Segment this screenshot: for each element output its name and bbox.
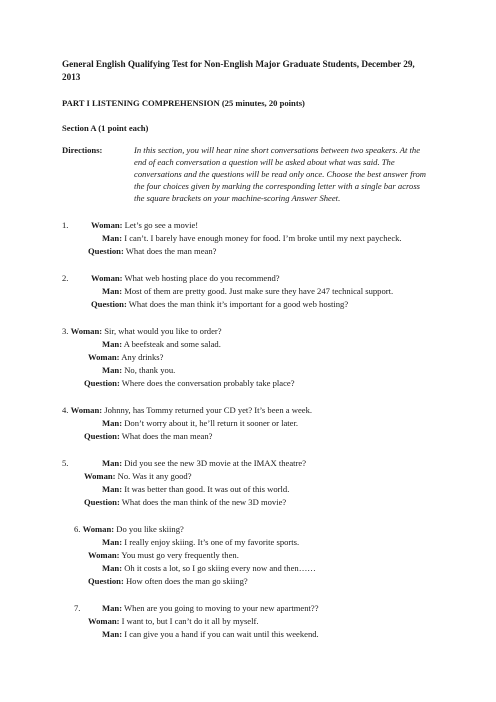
utterance: A beefsteak and some salad. xyxy=(122,339,221,349)
dialogue-line xyxy=(102,459,306,468)
dialogue-line xyxy=(102,630,319,639)
dialogue-line xyxy=(88,247,216,256)
speaker-label: Question: xyxy=(88,576,124,586)
speaker-label: Woman: xyxy=(88,550,120,560)
utterance: What does the man think of the new 3D movie? xyxy=(119,497,287,507)
utterance: What does the man mean? xyxy=(119,431,213,441)
speaker-label: Woman: xyxy=(91,273,123,283)
dialogue-line xyxy=(102,564,316,573)
utterance: Let’s go see a movie! xyxy=(122,220,199,230)
utterance: Any drinks? xyxy=(119,352,164,362)
dialogue-line xyxy=(91,274,280,283)
doc-title-line1: General English Qualifying Test for Non-English Major Graduate Students, December 29, xyxy=(62,59,415,69)
dialogue-line xyxy=(91,300,348,309)
utterance: What does the man mean? xyxy=(123,246,217,256)
item-number: 6. xyxy=(74,524,81,534)
utterance: Most of them are pretty good. Just make sure they have 247 technical support. xyxy=(122,286,394,296)
dialogue-line xyxy=(84,498,286,507)
speaker-label: Man: xyxy=(102,484,123,494)
speaker-label: Woman: xyxy=(84,471,116,481)
utterance: When are you going to moving to your new apartment?? xyxy=(122,603,319,613)
utterance: Where does the conversation probably take place? xyxy=(119,378,295,388)
speaker-label: Man: xyxy=(102,418,123,428)
doc-title-line2: 2013 xyxy=(62,72,81,82)
item-number: 7. xyxy=(74,603,81,613)
dialogue-line xyxy=(102,419,298,428)
directions-line: the square brackets on your machine-scoring Answer Sheet. xyxy=(134,193,341,203)
speaker-label: Woman: xyxy=(91,220,123,230)
speaker-label: Man: xyxy=(102,339,123,349)
dialogue-line xyxy=(88,551,239,560)
speaker-label: Man: xyxy=(102,629,123,639)
dialogue-line xyxy=(102,604,319,613)
dialogue-line xyxy=(102,234,402,243)
speaker-label: Woman: xyxy=(88,352,120,362)
section-heading: Section A (1 point each) xyxy=(62,123,149,133)
speaker-label: Question: xyxy=(88,246,124,256)
speaker-label: Question: xyxy=(84,378,120,388)
utterance: I can’t. I barely have enough money for food. I’m broke until my next paycheck. xyxy=(122,233,402,243)
dialogue-line xyxy=(102,287,393,296)
utterance: Oh it costs a lot, so I go skiing every now and then…… xyxy=(122,563,316,573)
utterance: What web hosting place do you recommend? xyxy=(122,273,280,283)
dialogue-line xyxy=(84,432,212,441)
speaker-label: Woman: xyxy=(82,524,115,534)
speaker-label: Question: xyxy=(84,497,120,507)
speaker-label: Man: xyxy=(102,563,123,573)
dialogue-line xyxy=(84,472,192,481)
speaker-label: Question: xyxy=(84,431,120,441)
speaker-label: Man: xyxy=(102,286,123,296)
dialogue-line xyxy=(62,327,222,336)
utterance: How often does the man go skiing? xyxy=(123,576,248,586)
dialogue-line xyxy=(102,538,299,547)
utterance: Don’t worry about it, he’ll return it sooner or later. xyxy=(122,418,299,428)
directions-line: In this section, you will hear nine short conversations between two speakers. At the xyxy=(134,145,421,155)
speaker-label: Woman: xyxy=(70,405,103,415)
utterance: Johnny, has Tommy returned your CD yet? It’s been a week. xyxy=(102,405,313,415)
item-number: 2. xyxy=(62,273,69,283)
speaker-label: Woman: xyxy=(88,616,120,626)
directions-line: conversations and the questions will be read only once. Choose the best answer from xyxy=(134,169,426,179)
utterance: Sir, what would you like to order? xyxy=(102,326,222,336)
speaker-label: Man: xyxy=(102,603,123,613)
directions-label: Directions: xyxy=(62,145,103,155)
item-number: 5. xyxy=(62,458,69,468)
utterance: It was better than good. It was out of this world. xyxy=(122,484,290,494)
utterance: Did you see the new 3D movie at the IMAX theatre? xyxy=(122,458,307,468)
speaker-label: Man: xyxy=(102,365,123,375)
dialogue-line xyxy=(102,485,289,494)
dialogue-line xyxy=(74,525,184,534)
item-number: 4. xyxy=(62,405,69,415)
utterance: Do you like skiing? xyxy=(114,524,184,534)
speaker-label: Man: xyxy=(102,537,123,547)
dialogue-line xyxy=(88,577,248,586)
utterance: I really enjoy skiing. It’s one of my favorite sports. xyxy=(122,537,300,547)
dialogue-line xyxy=(102,366,175,375)
utterance: No. Was it any good? xyxy=(115,471,192,481)
item-number: 3. xyxy=(62,326,69,336)
dialogue-line xyxy=(88,617,259,626)
speaker-label: Man: xyxy=(102,458,123,468)
speaker-label: Man: xyxy=(102,233,123,243)
directions-line: end of each conversation a question will be asked about what was said. The xyxy=(134,157,395,167)
item-number: 1. xyxy=(62,220,69,230)
dialogue-line xyxy=(102,340,221,349)
directions-line: the four choices given by marking the corresponding letter with a single bar across xyxy=(134,181,421,191)
utterance: I can give you a hand if you can wait until this weekend. xyxy=(122,629,319,639)
dialogue-line xyxy=(84,379,295,388)
utterance: I want to, but I can’t do it all by myself. xyxy=(119,616,259,626)
dialogue-line xyxy=(88,353,163,362)
utterance: What does the man think it’s important for a good web hosting? xyxy=(126,299,349,309)
part-heading: PART I LISTENING COMPREHENSION (25 minutes, 20 points) xyxy=(62,98,305,108)
utterance: You must go very frequently then. xyxy=(119,550,239,560)
speaker-label: Woman: xyxy=(70,326,103,336)
speaker-label: Question: xyxy=(91,299,127,309)
dialogue-line xyxy=(62,406,312,415)
dialogue-line xyxy=(91,221,198,230)
utterance: No, thank you. xyxy=(122,365,176,375)
